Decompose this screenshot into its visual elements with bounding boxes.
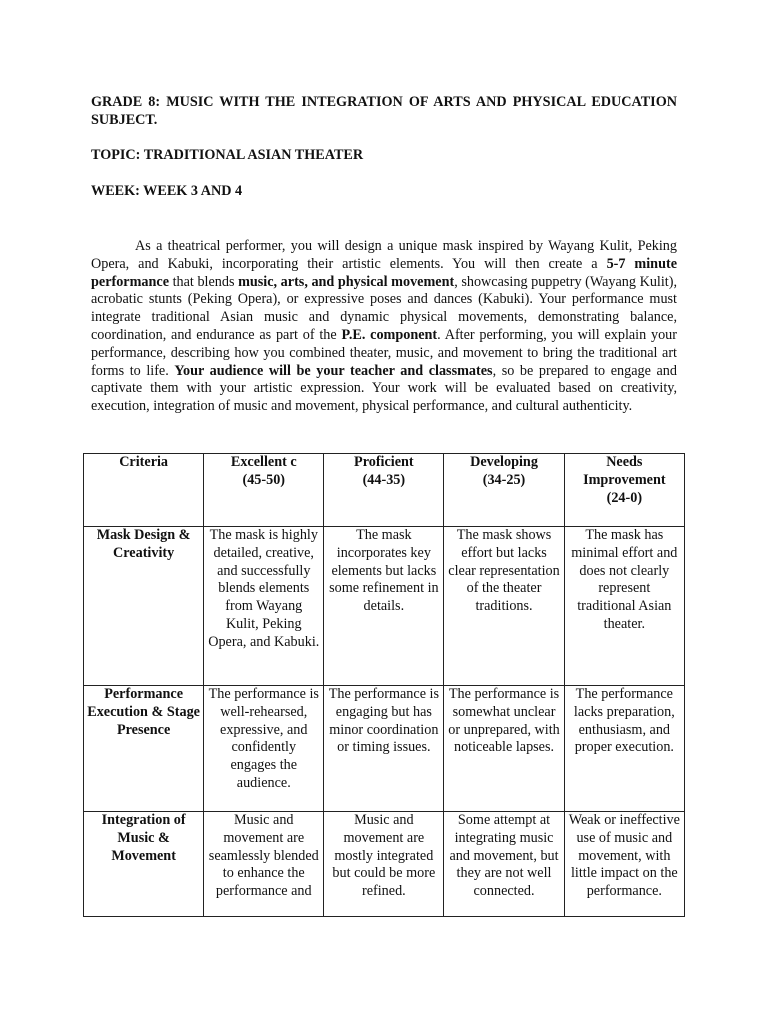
intro-bold-audience: Your audience will be your teacher and classmates — [174, 362, 493, 379]
needs-improvement-cell: The performance lacks preparation, enthusiasm, and proper execution. — [564, 686, 684, 812]
developing-cell: The mask shows effort but lacks clear representation of the theater traditions. — [444, 527, 564, 686]
rubric-table — [83, 453, 685, 917]
rubric-header-row — [84, 454, 685, 527]
document-page — [91, 94, 677, 430]
intro-text-5: , so be prepared to engage and captivate them with your artistic expression. Your work will be evaluated based on creativity, execution, integration of music and movement, physical performance, and cultural authenticity. — [91, 362, 677, 415]
developing-cell: Some attempt at integrating music and movement, but they are not well connected. — [444, 812, 564, 917]
intro-bold-blend: music, arts, and physical movement — [238, 273, 455, 290]
table-row — [84, 527, 685, 686]
intro-text-1: As a theatrical performer, you will design a unique mask inspired by Wayang Kulit, Peking Opera, and Kabuki, incorporating their artistic elements. You will then create a — [91, 238, 677, 272]
intro-text-4: . After performing, you will explain your performance, describing how you combined theater, music, and movement to bring the traditional art forms to life. — [91, 326, 677, 379]
proficient-cell: Music and movement are mostly integrated but could be more refined. — [324, 812, 444, 917]
grade-heading: GRADE 8: MUSIC WITH THE INTEGRATION OF ARTS AND PHYSICAL EDUCATION SUBJECT. — [91, 94, 677, 128]
header-developing: Developing (34-25) — [444, 454, 564, 527]
excellent-cell: Music and movement are seamlessly blended to enhance the performance and — [204, 812, 324, 917]
table-row — [84, 686, 685, 812]
criteria-cell: Integration of Music & Movement — [84, 812, 204, 917]
intro-bold-pe: P.E. component — [341, 326, 438, 343]
criteria-cell: Mask Design & Creativity — [84, 527, 204, 686]
header-criteria: Criteria — [84, 454, 204, 527]
header-proficient: Proficient (44-35) — [324, 454, 444, 527]
intro-text-2: that blends — [169, 273, 239, 290]
excellent-cell: The mask is highly detailed, creative, and successfully blends elements from Wayang Kulit, Peking Opera, and Kabuki. — [204, 527, 324, 686]
intro-bold-duration: 5-7 minute performance — [91, 255, 677, 290]
proficient-cell: The performance is engaging but has minor coordination or timing issues. — [324, 686, 444, 812]
needs-improvement-cell: Weak or ineffective use of music and movement, with little impact on the performance. — [564, 812, 684, 917]
developing-cell: The performance is somewhat unclear or unprepared, with noticeable lapses. — [444, 686, 564, 812]
excellent-cell: The performance is well-rehearsed, expressive, and confidently engages the audience. — [204, 686, 324, 812]
intro-text-3: , showcasing puppetry (Wayang Kulit), acrobatic stunts (Peking Opera), or expressive poses and dances (Kabuki). Your performance must integrate traditional Asian music and dynamic physical movements, demonstrating balance, coordination, and endurance as part of the — [91, 273, 678, 343]
week-heading: WEEK: WEEK 3 AND 4 — [91, 182, 243, 199]
criteria-cell: Performance Execution & Stage Presence — [84, 686, 204, 812]
needs-improvement-cell: The mask has minimal effort and does not clearly represent traditional Asian theater. — [564, 527, 684, 686]
header-excellent: Excellent c (45-50) — [204, 454, 324, 527]
topic-heading: TOPIC: TRADITIONAL ASIAN THEATER — [91, 147, 364, 163]
table-row — [84, 812, 685, 917]
header-needs-improvement: Needs Improvement (24-0) — [564, 454, 684, 527]
proficient-cell: The mask incorporates key elements but lacks some refinement in details. — [324, 527, 444, 686]
instructions-paragraph — [91, 238, 677, 416]
